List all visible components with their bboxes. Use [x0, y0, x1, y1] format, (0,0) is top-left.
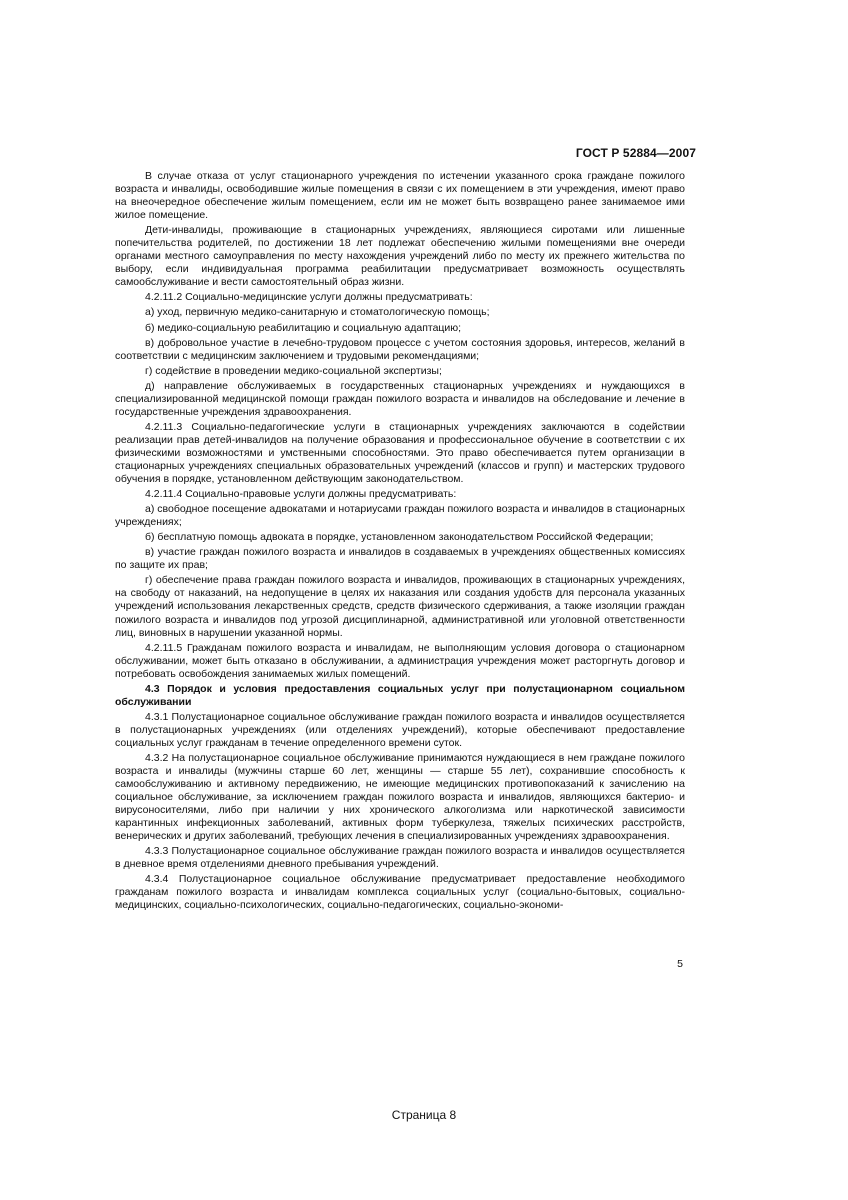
paragraph: 4.3.3 Полустационарное социальное обслуживание граждан пожилого возраста и инвалидов осуществляется в дневное время отделениями дневного пребывания учреждений.: [115, 845, 685, 871]
list-item: а) свободное посещение адвокатами и нотариусами граждан пожилого возраста и инвалидов в стационарных учреждениях;: [115, 503, 685, 529]
paragraph: 4.2.11.2 Социально-медицинские услуги должны предусматривать:: [145, 291, 473, 304]
list-item: в) участие граждан пожилого возраста и инвалидов в создаваемых в учреждениях общественных комиссиях по защите их прав;: [115, 546, 685, 572]
list-item: г) содействие в проведении медико-социальной экспертизы;: [145, 364, 442, 377]
paragraph: 4.3.2 На полустационарное социальное обслуживание принимаются нуждающиеся в нем граждане пожилого возраста и инвалиды (мужчины старше 60 лет, женщины — старше 55 лет), сохранившие способность к самообслуживанию и активному передвижению, не имеющие медицинских противопоказаний к зачислению на социальное обслуживание, за исключением граждан пожилого возраста и инвалидов, являющихся бактерио- и вирусоносителями, либо при наличии у них хронического алкоголизма или наркотической зависимости карантинных инфекционных заболеваний, активных форм туберкулеза, тяжелых психических расстройств, венерических и других заболеваний, требующих лечения в специализированных учреждениях здравоохранения.: [115, 751, 685, 843]
list-item: в) добровольное участие в лечебно-трудовом процессе с учетом состояния здоровья, интересов, желаний в соответствии с медицинским заключением и трудовыми рекомендациями;: [115, 336, 685, 362]
list-item: г) обеспечение права граждан пожилого возраста и инвалидов, проживающих в стационарных учреждениях, на свободу от наказаний, на недопущение в целях их наказания или создания удобств для персонала указанных учреждений использования лекарственных средств, средств физического сдерживания, а также изоляции граждан пожилого возраста и инвалидов под угрозой дисциплинарной, административной или уголовной ответственности лиц, виновных в нарушении указанной нормы.: [115, 574, 685, 639]
paragraph: 4.3.4 Полустационарное социальное обслуживание предусматривает предоставление необходимого гражданам пожилого возраста и инвалидам комплекса социальных услуг (социально-бытовых, социально-медицинских, социально-психологических, социально-педагогических, социально-экономи-: [115, 873, 685, 912]
paragraph: 4.2.11.3 Социально-педагогические услуги в стационарных учреждениях заключаются в содействии реализации прав детей-инвалидов на получение образования и профессиональное обучение в соответствии с их физическими возможностями и умственными способностями. Это право обеспечивается путем организации в стационарных учреждениях специальных образовательных учреждений (классов и групп) и мастерских трудового обучения в порядке, установленном действующим законодательством.: [115, 420, 685, 486]
paragraph: Дети-инвалиды, проживающие в стационарных учреждениях, являющиеся сиротами или лишенные попечительства родителей, по достижении 18 лет подлежат обеспечению жилыми помещениями вне очереди органами местного самоуправления по месту нахождения учреждений либо по месту их прежнего жительства по выбору, если индивидуальная программа реабилитации предусматривает возможность осуществлять самообслуживание и вести самостоятельный образ жизни.: [115, 224, 685, 289]
paragraph: 4.2.11.5 Гражданам пожилого возраста и инвалидам, не выполняющим условия договора о стационарном обслуживании, может быть отказано в обслуживании, а администрация учреждения может расторгнуть договор и потребовать освобождения занимаемых жилых помещений.: [115, 641, 685, 680]
paragraph: В случае отказа от услуг стационарного учреждения по истечении указанного срока граждане пожилого возраста и инвалиды, освободившие жилые помещения в связи с их помещением в эти учреждения, имеют право на внеочередное обеспечение жилым помещением, если им не может быть возвращено ранее занимаемое ими жилое помещение.: [115, 170, 685, 222]
section-heading: 4.3 Порядок и условия предоставления социальных услуг при полустационарном социальном обслуживании: [115, 682, 685, 708]
page-number: 5: [677, 958, 683, 970]
list-item: а) уход, первичную медико-санитарную и стоматологическую помощь;: [145, 306, 490, 319]
document-body: [115, 170, 685, 915]
document-header: ГОСТ Р 52884—2007: [575, 146, 696, 160]
list-item: б) бесплатную помощь адвоката в порядке, установленном законодательством Российской Федерации;: [145, 531, 654, 544]
list-item: д) направление обслуживаемых в государственных стационарных учреждениях и нуждающихся в специализированной медицинской помощи граждан пожилого возраста и инвалидов на обследование и лечение в государственные учреждения здравоохранения.: [115, 379, 685, 418]
list-item: б) медико-социальную реабилитацию и социальную адаптацию;: [145, 321, 462, 334]
page-footer: Страница 8: [391, 1108, 457, 1122]
paragraph: 4.3.1 Полустационарное социальное обслуживание граждан пожилого возраста и инвалидов осуществляется в полустационарных учреждениях (или отделениях учреждений), которые обеспечивают предоставление социальных услуг гражданам в течение определенного времени суток.: [115, 710, 685, 749]
paragraph: 4.2.11.4 Социально-правовые услуги должны предусматривать:: [145, 488, 457, 501]
